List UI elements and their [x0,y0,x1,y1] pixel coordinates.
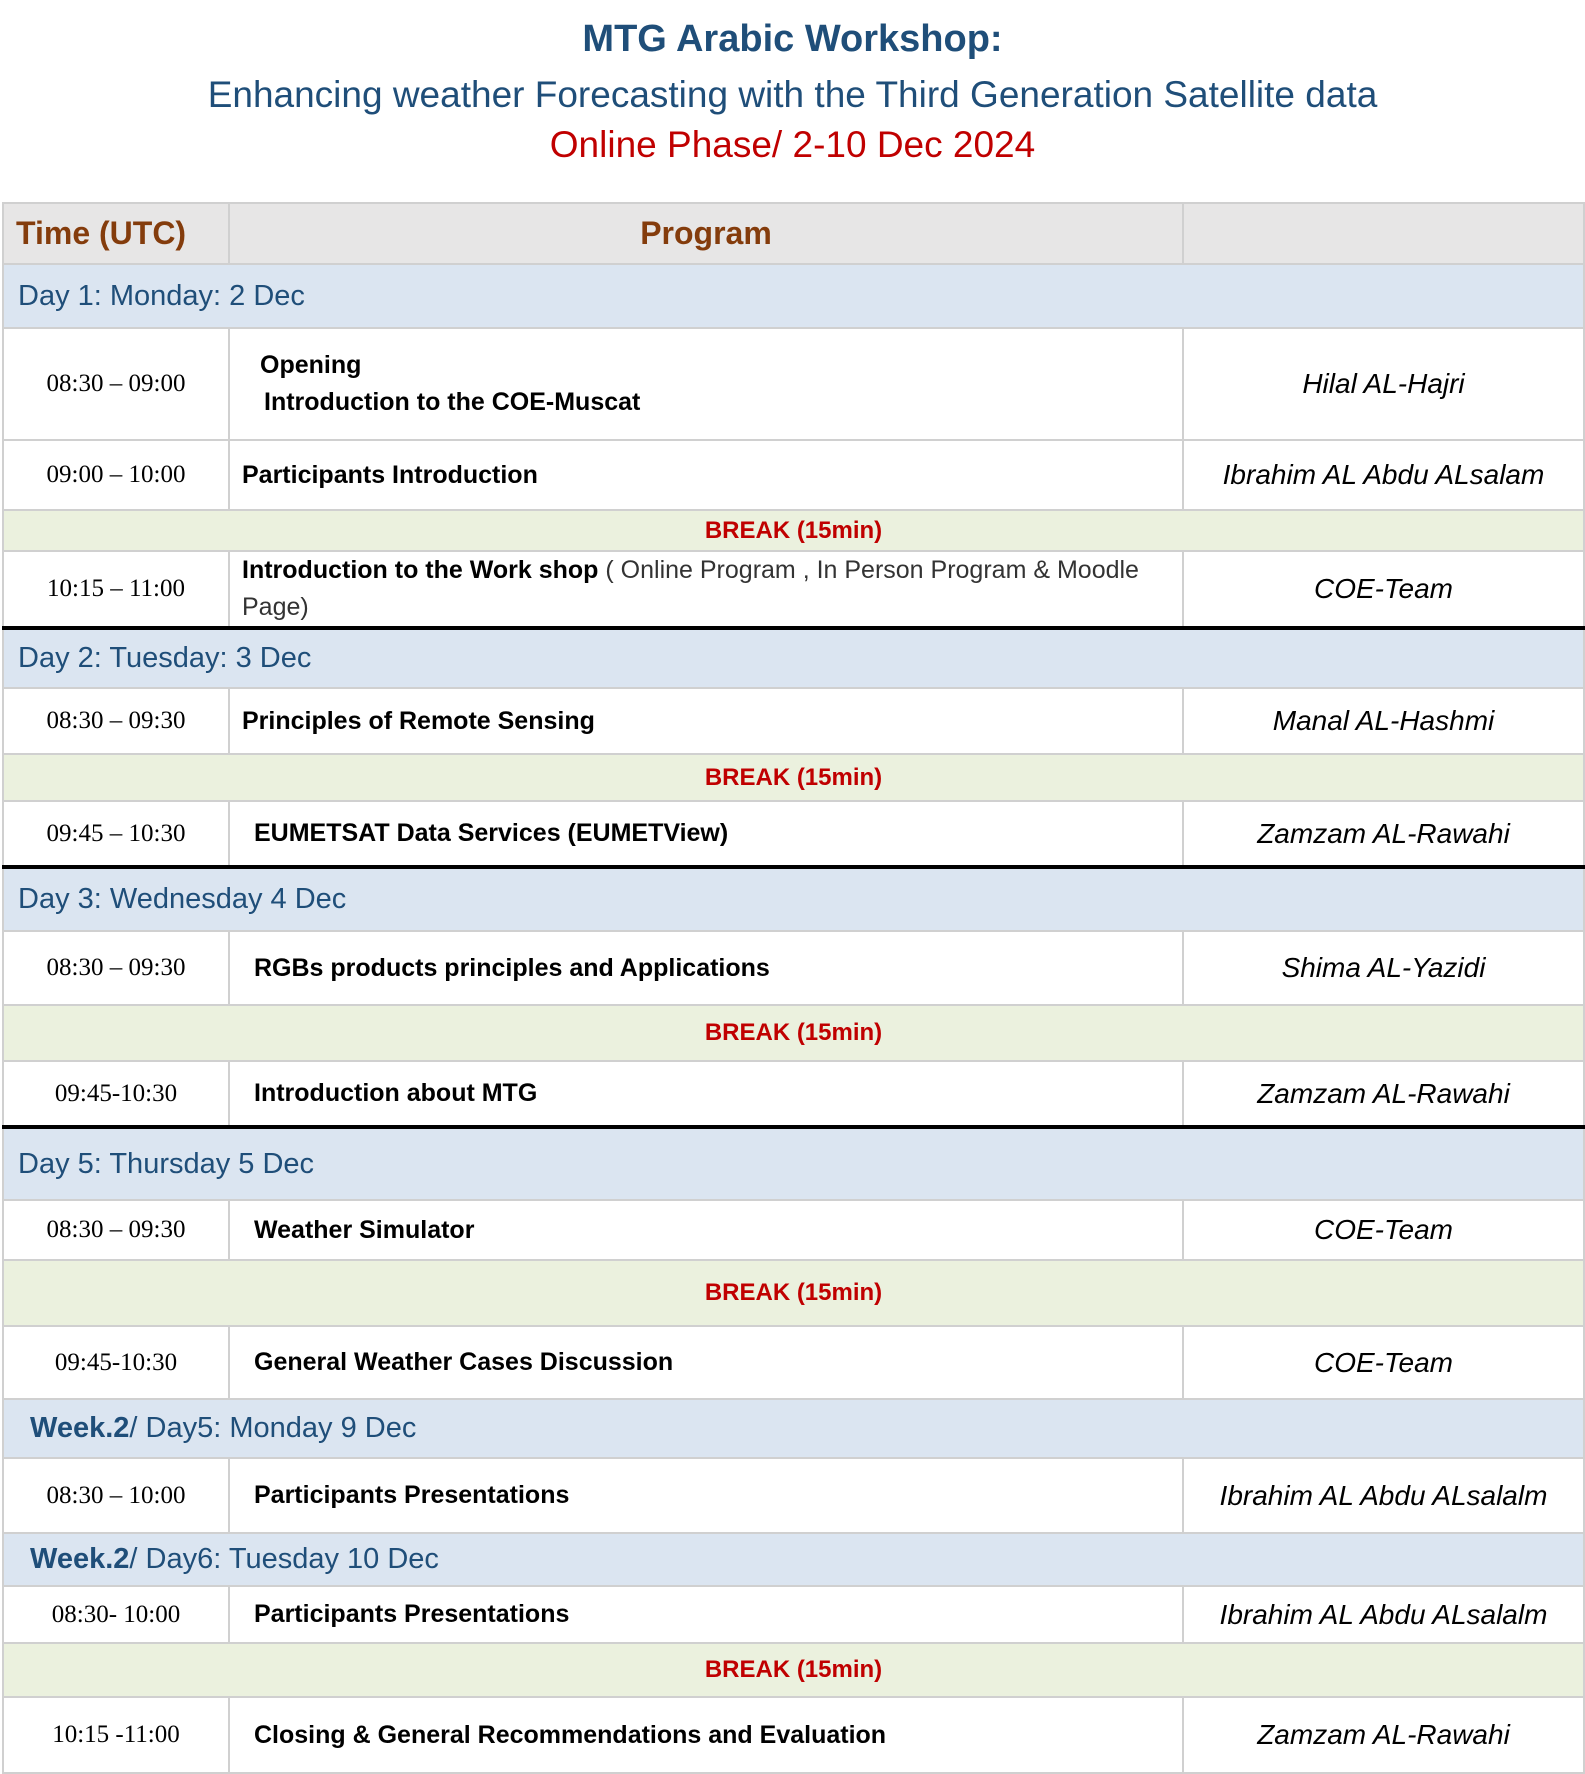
day-label [3,1399,1584,1458]
session-program: Introduction about MTG [229,1061,1183,1127]
page-title: MTG Arabic Workshop: [582,18,1003,60]
session-time: 09:45-10:30 [3,1061,229,1127]
session-time: 08:30 – 09:30 [3,688,229,754]
table-row [3,1200,1584,1260]
table-header [3,203,1584,264]
table-row [3,931,1584,1005]
session-speaker: Zamzam AL-Rawahi [1183,1697,1584,1773]
session-time: 09:00 – 10:00 [3,440,229,510]
day-label: Day 2: Tuesday: 3 Dec [3,628,1584,688]
week-label: Week.2 [30,1412,130,1444]
session-speaker: Shima AL-Yazidi [1183,931,1584,1005]
session-program [229,328,1183,440]
session-speaker: Ibrahim AL Abdu ALsalalm [1183,1586,1584,1643]
day-row [3,628,1584,688]
break-row [3,754,1584,801]
day-label [3,1533,1584,1586]
session-program: Participants Presentations [229,1586,1183,1643]
table-row [3,440,1584,510]
phase-label: Online Phase/ 2-10 Dec 2024 [549,124,1036,165]
table-row [3,1061,1584,1127]
session-speaker: COE-Team [1183,1326,1584,1399]
page-subtitle: Enhancing weather Forecasting with the Third Generation Satellite data [207,74,1378,115]
session-speaker: Hilal AL-Hajri [1183,328,1584,440]
session-program: General Weather Cases Discussion [229,1326,1183,1399]
break-row [3,1005,1584,1061]
break-label: BREAK (15min) [3,510,1584,551]
header-speaker [1183,203,1584,264]
day-row [3,867,1584,931]
break-label: BREAK (15min) [3,754,1584,801]
table-row [3,1697,1584,1773]
header-program: Program [229,203,1183,264]
day-label: Day 3: Wednesday 4 Dec [3,867,1584,931]
day-row [3,1399,1584,1458]
break-row [3,1260,1584,1326]
day-row [3,1533,1584,1586]
break-label: BREAK (15min) [3,1643,1584,1697]
session-speaker: Ibrahim AL Abdu ALsalalm [1183,1458,1584,1533]
day-row [3,264,1584,328]
session-speaker: COE-Team [1183,1200,1584,1260]
session-time: 08:30- 10:00 [3,1586,229,1643]
session-time: 08:30 – 09:00 [3,328,229,440]
session-time: 09:45-10:30 [3,1326,229,1399]
table-row [3,1458,1584,1533]
day-label: Day 1: Monday: 2 Dec [3,264,1584,328]
session-program: Participants Introduction [229,440,1183,510]
table-row [3,1326,1584,1399]
day-label-text: / Day5: Monday 9 Dec [129,1412,417,1444]
session-program [229,551,1183,628]
week-label: Week.2 [30,1543,130,1575]
session-program: Principles of Remote Sensing [229,688,1183,754]
session-program: RGBs products principles and Applications [229,931,1183,1005]
session-program: Weather Simulator [229,1200,1183,1260]
session-time: 09:45 – 10:30 [3,801,229,867]
table-row [3,688,1584,754]
session-program: EUMETSAT Data Services (EUMETView) [229,801,1183,867]
session-time: 10:15 – 11:00 [3,551,229,628]
header-time: Time (UTC) [3,203,229,264]
day-label: Day 5: Thursday 5 Dec [3,1127,1584,1200]
table-row [3,1586,1584,1643]
day-row [3,1127,1584,1200]
session-speaker: COE-Team [1183,551,1584,628]
break-label: BREAK (15min) [3,1260,1584,1326]
table-row [3,551,1584,628]
session-time: 08:30 – 10:00 [3,1458,229,1533]
day-label-text: / Day6: Tuesday 10 Dec [129,1543,439,1575]
session-program-line: Opening [260,351,362,379]
session-program-bold: Introduction to the Work shop [242,556,599,584]
table-row [3,801,1584,867]
session-program: Participants Presentations [229,1458,1183,1533]
schedule-table [2,202,1585,1774]
session-program-detail: ( Online Program , In Person Program & Moodle Page) [242,556,1139,621]
table-row [3,328,1584,440]
break-row [3,510,1584,551]
session-speaker: Ibrahim AL Abdu ALsalam [1183,440,1584,510]
break-label: BREAK (15min) [3,1005,1584,1061]
session-program: Closing & General Recommendations and Evaluation [229,1697,1183,1773]
session-time: 10:15 -11:00 [3,1697,229,1773]
session-speaker: Manal AL-Hashmi [1183,688,1584,754]
session-time: 08:30 – 09:30 [3,931,229,1005]
session-time: 08:30 – 09:30 [3,1200,229,1260]
break-row [3,1643,1584,1697]
session-speaker: Zamzam AL-Rawahi [1183,1061,1584,1127]
session-speaker: Zamzam AL-Rawahi [1183,801,1584,867]
session-program-line: Introduction to the COE-Muscat [264,388,641,416]
